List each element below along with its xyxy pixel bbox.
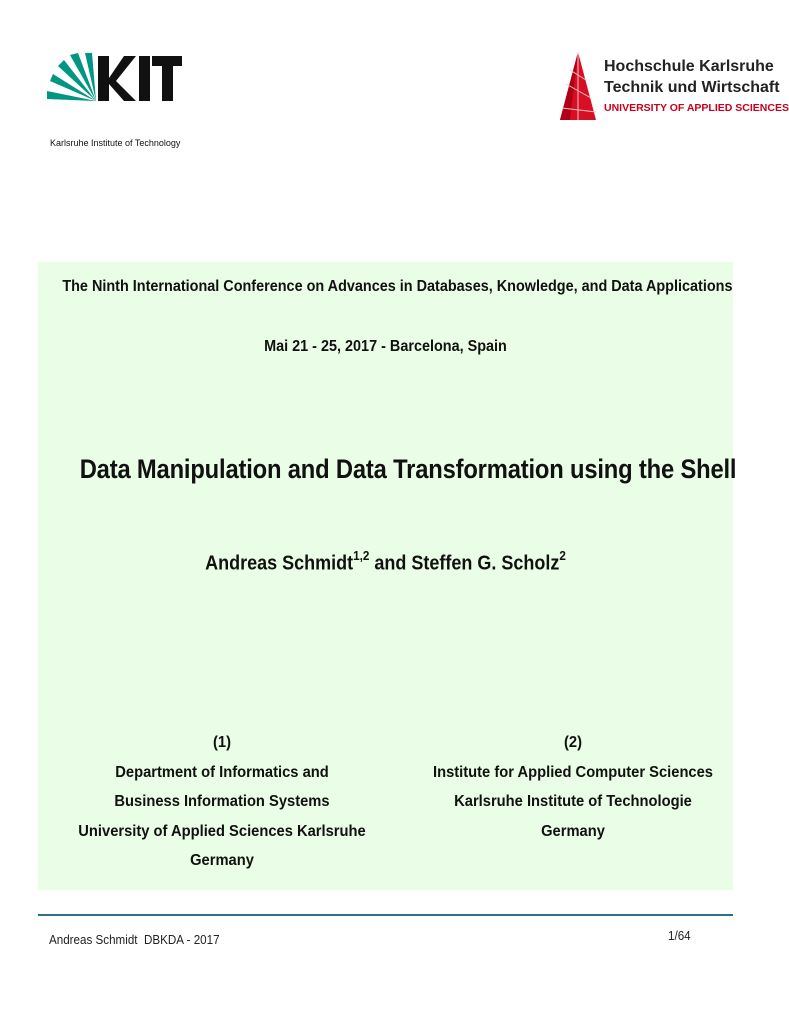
conference-name: The Ninth International Conference on Advances in Databases, Knowledge, and Data Applications bbox=[62, 278, 733, 295]
footer-author-event: Andreas Schmidt DBKDA - 2017 bbox=[49, 933, 220, 947]
hka-name-line2: Technik und Wirtschaft bbox=[604, 79, 780, 96]
hka-name-line1: Hochschule Karlsruhe bbox=[604, 58, 774, 75]
kit-logo bbox=[44, 52, 184, 152]
author-2: Steffen G. Scholz bbox=[411, 552, 560, 575]
affiliation-1-line: Germany bbox=[190, 852, 254, 869]
author-connector: and bbox=[369, 552, 412, 575]
affiliation-2-line: Institute for Applied Computer Sciences bbox=[433, 763, 713, 781]
affiliation-1-marker: (1) bbox=[213, 734, 231, 751]
kit-caption: Karlsruhe Institute of Technology bbox=[50, 138, 181, 148]
hka-pyramid-icon bbox=[560, 52, 596, 120]
affiliation-2-marker: (2) bbox=[564, 734, 582, 751]
hka-text bbox=[604, 56, 789, 116]
author-1-superscript: 1,2 bbox=[353, 548, 370, 563]
hka-tagline: UNIVERSITY OF APPLIED SCIENCES bbox=[604, 102, 789, 114]
authors-line bbox=[73, 550, 699, 576]
kit-wordmark-icon bbox=[98, 56, 182, 101]
title-panel bbox=[38, 262, 737, 890]
footer-divider bbox=[38, 914, 733, 916]
affiliation-1 bbox=[53, 728, 392, 876]
affiliation-1-line: Business Information Systems bbox=[114, 793, 330, 810]
author-2-superscript: 2 bbox=[559, 548, 566, 563]
page-number: 1/64 bbox=[668, 929, 691, 943]
conference-date-location: Mai 21 - 25, 2017 - Barcelona, Spain bbox=[264, 338, 507, 355]
affiliation-2-line: Karlsruhe Institute of Technologie bbox=[454, 793, 692, 810]
affiliation-1-line: University of Applied Sciences Karlsruhe bbox=[78, 822, 366, 840]
affiliation-1-line: Department of Informatics and bbox=[115, 763, 329, 781]
kit-fan-icon bbox=[47, 53, 96, 101]
author-1: Andreas Schmidt bbox=[205, 552, 354, 575]
affiliation-2-line: Germany bbox=[541, 822, 605, 840]
affiliation-2 bbox=[398, 728, 748, 846]
presentation-title: Data Manipulation and Data Transformation using the Shell bbox=[79, 454, 737, 484]
